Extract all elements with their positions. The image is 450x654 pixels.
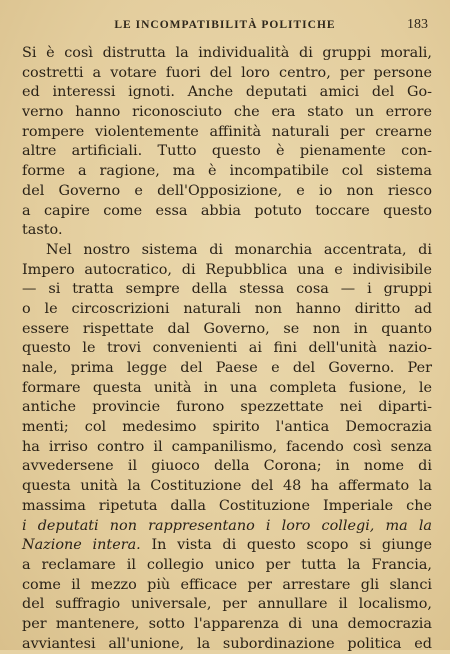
text-line: del Governo e dell'Opposizione, e io non riesco <box>22 182 432 199</box>
text-line: verno hanno riconosciuto che era stato un errore <box>22 104 432 121</box>
text-line: per mantenere, sotto l'apparenza di una democrazia <box>22 615 432 632</box>
text-line: questo le trovi convenienti ai fini dell'unità nazio- <box>22 340 432 357</box>
italic-text: Nazione intera. <box>22 537 141 554</box>
text-line: altre artificiali. Tutto questo è pienamente con- <box>22 143 432 160</box>
text-line: essere rispettate dal Governo, se non in quanto <box>22 320 432 337</box>
text-line: questa unità la Costituzione del 48 ha affermato la <box>22 478 432 495</box>
text-line: a capire come essa abbia potuto toccare questo <box>22 202 432 219</box>
text-segment: In vista di questo scopo si giunge <box>140 537 432 554</box>
page-number: 183 <box>407 17 428 32</box>
text-line: rompere violentemente affinità naturali per crearne <box>22 123 432 140</box>
text-line: del suffragio universale, per annullare il localismo, <box>22 596 432 613</box>
text-line: Si è così distrutta la individualità di gruppi morali, <box>22 45 432 61</box>
text-line <box>22 536 432 556</box>
text-line: costretti a votare fuori del loro centro, per persone <box>22 64 432 81</box>
running-title: LE INCOMPATIBILITÀ POLITICHE <box>114 19 336 31</box>
text-line: — si tratta sempre della stessa cosa — i gruppi <box>22 281 432 298</box>
text-line: menti; col medesimo spirito l'antica Democrazia <box>22 419 432 436</box>
text-line: Impero autocratico, di Repubblica una e indivisibile <box>22 261 432 278</box>
text-line: massima ripetuta dalla Costituzione Imperiale che <box>22 497 432 514</box>
text-line: Nel nostro sistema di monarchia accentrata, di <box>46 241 432 258</box>
text-line: nale, prima legge del Paese e del Governo. Per <box>22 360 432 376</box>
italic-text: i deputati non rappresentano i loro collegi, ma la <box>22 517 432 534</box>
text-line: o le circoscrizioni naturali non hanno diritto ad <box>22 300 432 317</box>
text-line: avvedersene il giuoco della Corona; in nome di <box>22 458 432 475</box>
text-line: come il mezzo più efficace per arrestare gli slanci <box>22 576 432 593</box>
text-line <box>22 517 432 537</box>
text-line: formare questa unità in una completa fusione, le <box>22 379 432 396</box>
body-text <box>22 44 432 654</box>
text-line: forme a ragione, ma è incompatibile col sistema <box>22 163 432 180</box>
text-line: tasto. <box>22 222 63 239</box>
text-line: a reclamare il collegio unico per tutta la Francia, <box>22 556 432 573</box>
text-line: avviantesi all'unione, la subordinazione politica ed <box>22 635 432 652</box>
text-line: ed interessi ignoti. Anche deputati amici del Go- <box>22 84 432 101</box>
text-line: ha irriso contro il campanilismo, facendo così senza <box>22 438 432 455</box>
page-header <box>0 14 450 36</box>
text-line: antiche provincie furono spezzettate nei diparti- <box>22 399 432 416</box>
